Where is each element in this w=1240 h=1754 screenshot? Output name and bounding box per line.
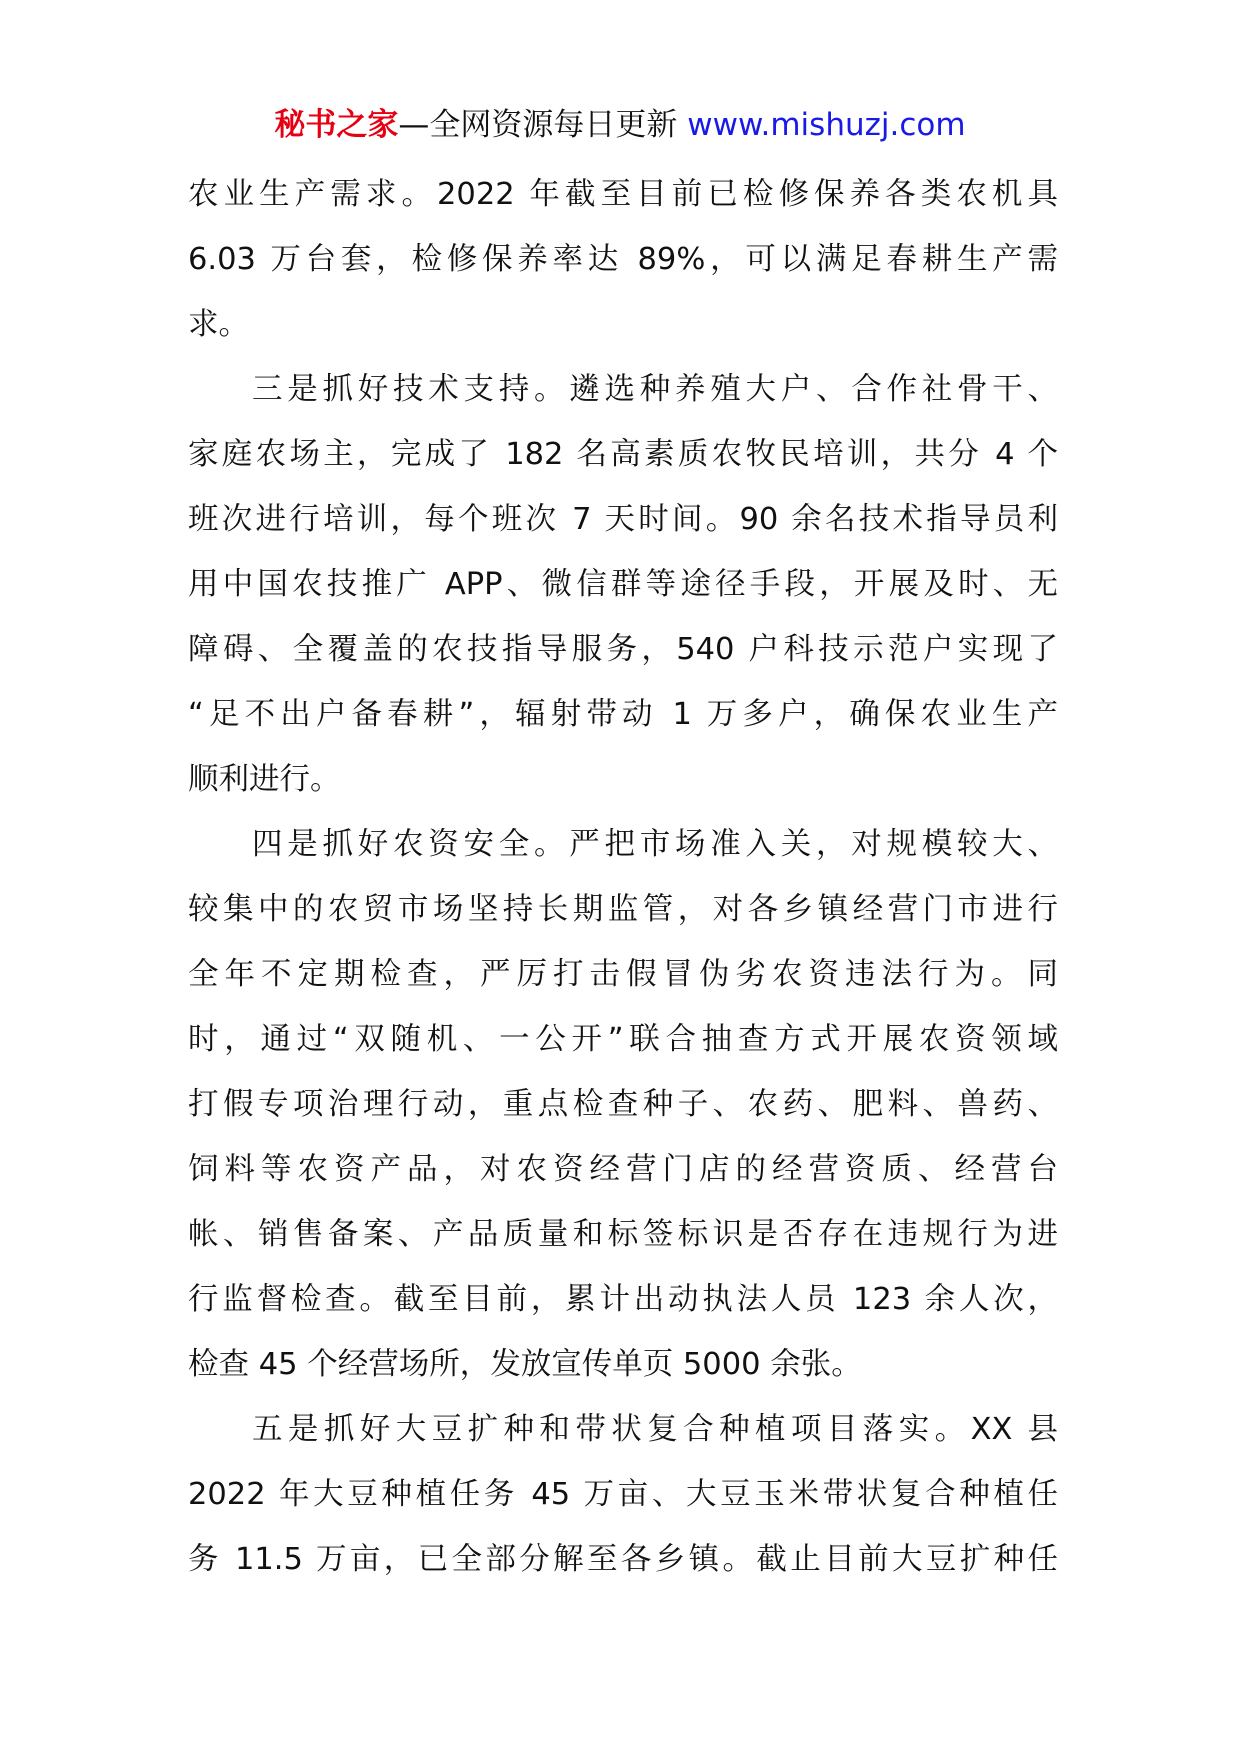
- text-line: 帐、销售备案、产品质量和标签标识是否存在违规行为进: [188, 1217, 1058, 1252]
- text-line: 较集中的农贸市场坚持长期监管，对各乡镇经营门市进行: [188, 892, 1058, 927]
- text-line: 全年不定期检查，严厉打击假冒伪劣农资违法行为。同: [188, 957, 1058, 992]
- text-line: 家庭农场主，完成了 182 名高素质农牧民培训，共分 4 个: [188, 437, 1058, 472]
- text-line: 时，通过“双随机、一公开”联合抽查方式开展农资领域: [188, 1022, 1058, 1057]
- text-line: 务 11.5 万亩，已全部分解至各乡镇。截止目前大豆扩种任: [188, 1542, 1058, 1577]
- text-line: 行监督检查。截至目前，累计出动执法人员 123 余人次，: [188, 1282, 1058, 1317]
- text-line: 求。: [188, 307, 249, 342]
- text-line: 饲料等农资产品，对农资经营门店的经营资质、经营台: [188, 1152, 1058, 1187]
- text-line: 障碍、全覆盖的农技指导服务，540 户科技示范户实现了: [188, 632, 1058, 667]
- text-line: 班次进行培训，每个班次 7 天时间。90 余名技术指导员利: [188, 502, 1058, 537]
- text-line: “足不出户备春耕”，辐射带动 1 万多户，确保农业生产: [188, 697, 1058, 732]
- text-line: 2022 年大豆种植任务 45 万亩、大豆玉米带状复合种植任: [188, 1477, 1058, 1512]
- text-line: 农业生产需求。2022 年截至目前已检修保养各类农机具: [188, 177, 1058, 212]
- text-line: 顺利进行。: [188, 762, 341, 797]
- text-line: 四是抓好农资安全。严把市场准入关，对规模较大、: [252, 827, 1058, 862]
- brand-name: 秘书之家: [274, 107, 399, 143]
- text-line: 用中国农技推广 APP、微信群等途径手段，开展及时、无: [188, 567, 1058, 602]
- text-line: 打假专项治理行动，重点检查种子、农药、肥料、兽药、: [188, 1087, 1058, 1122]
- text-line: 五是抓好大豆扩种和带状复合种植项目落实。XX 县: [252, 1412, 1058, 1447]
- text-line: 三是抓好技术支持。遴选种养殖大户、合作社骨干、: [252, 372, 1058, 407]
- text-line: 检查 45 个经营场所，发放宣传单页 5000 余张。: [188, 1347, 862, 1382]
- document-body: [188, 162, 1058, 1592]
- header-slogan: —全网资源每日更新: [398, 107, 678, 143]
- site-url[interactable]: www.mishuzj.com: [687, 107, 966, 143]
- watermark-header: [0, 98, 1240, 152]
- text-line: 6.03 万台套，检修保养率达 89%，可以满足春耕生产需: [188, 242, 1058, 277]
